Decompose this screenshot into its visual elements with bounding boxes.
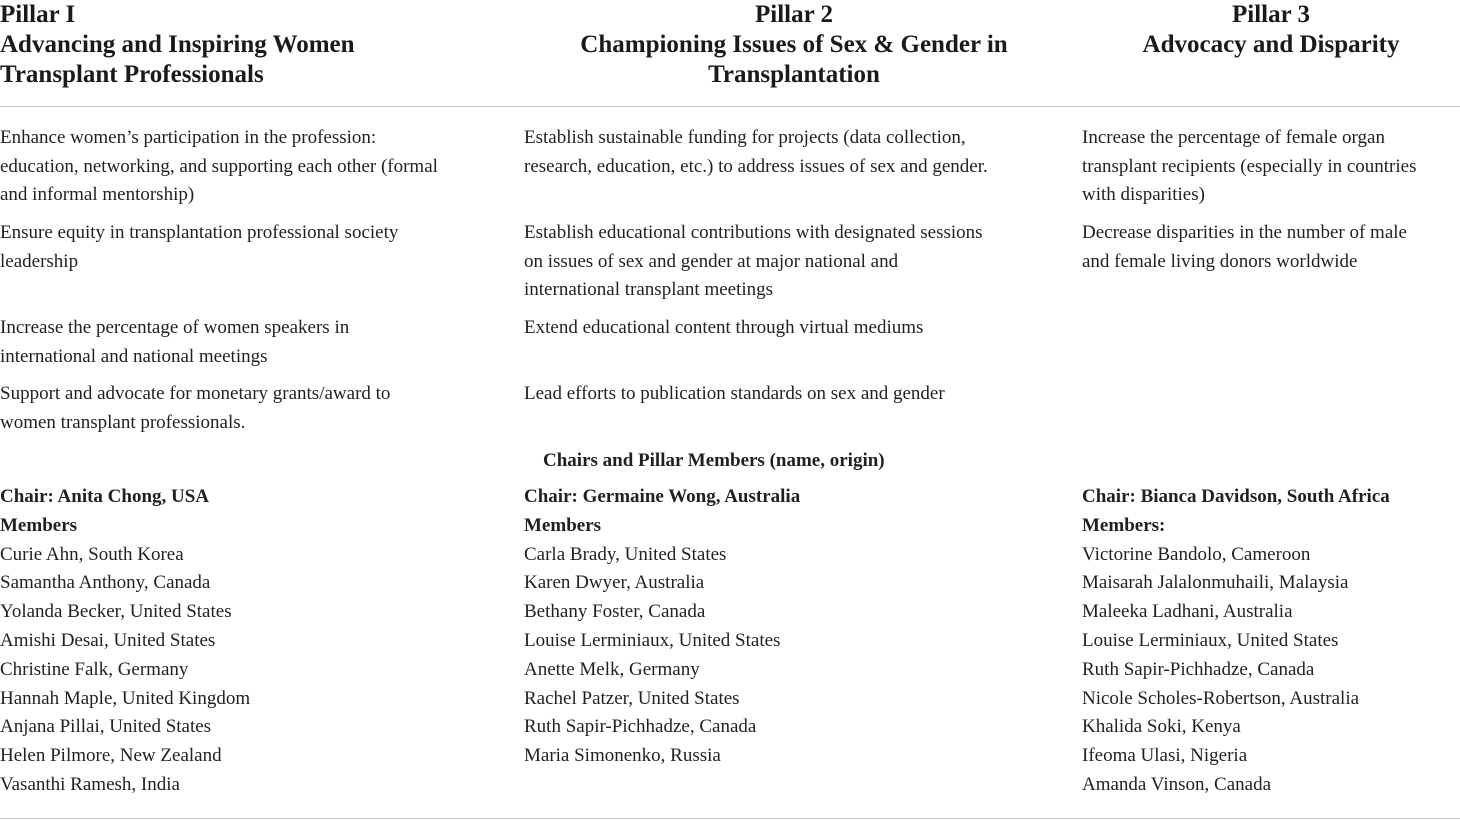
goal-line: international and national meetings [0, 345, 268, 367]
pillar-2-title-line: Transplantation [708, 61, 880, 88]
header-divider [0, 106, 1460, 107]
goal-line: Establish sustainable funding for projects (data collection, [524, 127, 966, 148]
pillar-1-goal [0, 380, 390, 437]
member-name: Samantha Anthony, Canada [0, 572, 211, 594]
chair-name: Chair: Germaine Wong, Australia [524, 486, 801, 507]
member-name: Bethany Foster, Canada [524, 601, 706, 623]
member-name: Nicole Scholes-Robertson, Australia [1082, 687, 1360, 709]
pillar-2-title-line: Championing Issues of Sex & Gender in [580, 31, 1008, 58]
pillar-2-goal [524, 124, 988, 181]
pillar-3-header [1082, 0, 1460, 60]
member-name: Louise Lerminiaux, United States [524, 629, 781, 651]
goal-line: and informal mentorship) [0, 184, 195, 206]
pillar-2-goal [524, 380, 945, 409]
pillar-1-goal [0, 124, 438, 210]
pillar-1-goal [0, 314, 349, 371]
goal-line: research, education, etc.) to address issues of sex and gender. [524, 155, 988, 177]
pillar-1-goal [0, 219, 398, 276]
members-label: Members [0, 514, 78, 536]
goal-line: Lead efforts to publication standards on sex and gender [524, 383, 945, 404]
member-name: Helen Pilmore, New Zealand [0, 745, 222, 767]
pillar-3-goal [1082, 219, 1407, 276]
members-label: Members: [1082, 514, 1166, 536]
goal-line: Enhance women’s participation in the profession: [0, 127, 377, 148]
table-bottom-rule [0, 818, 1460, 819]
pillar-1-title-line: Transplant Professionals [0, 61, 264, 88]
pillar-2-label: Pillar 2 [754, 1, 833, 28]
member-name: Christine Falk, Germany [0, 658, 189, 680]
member-name: Carla Brady, United States [524, 543, 727, 565]
goal-line: with disparities) [1082, 184, 1205, 206]
member-name: Anjana Pillai, United States [0, 716, 212, 738]
goal-line: Ensure equity in transplantation professional society [0, 222, 399, 243]
pillar-2-goal [524, 219, 983, 305]
member-name: Hannah Maple, United Kingdom [0, 687, 251, 709]
goal-line: and female living donors worldwide [1082, 250, 1358, 272]
member-name: Maleeka Ladhani, Australia [1082, 601, 1293, 623]
goal-line: transplant recipients (especially in countries [1082, 155, 1417, 177]
pillar-3-label: Pillar 3 [1231, 1, 1310, 28]
pillar-1-label: Pillar I [0, 1, 76, 28]
chair-name: Chair: Bianca Davidson, South Africa [1082, 486, 1390, 507]
goal-line: international transplant meetings [524, 279, 774, 301]
member-name: Anette Melk, Germany [524, 658, 700, 680]
pillar-2-goal [524, 314, 923, 343]
goal-line: Decrease disparities in the number of male [1082, 222, 1407, 243]
member-name: Khalida Soki, Kenya [1082, 716, 1241, 738]
member-name: Ruth Sapir-Pichhadze, Canada [524, 716, 757, 738]
goal-line: Extend educational content through virtual mediums [524, 317, 924, 338]
pillar-2-members [524, 483, 800, 771]
goal-line: on issues of sex and gender at major national and [524, 250, 899, 272]
member-name: Maria Simonenko, Russia [524, 745, 721, 767]
member-name: Curie Ahn, South Korea [0, 543, 184, 565]
member-name: Louise Lerminiaux, United States [1082, 629, 1339, 651]
member-name: Yolanda Becker, United States [0, 601, 232, 623]
goal-line: Support and advocate for monetary grants/award to [0, 383, 391, 404]
member-name: Amanda Vinson, Canada [1082, 773, 1271, 795]
pillar-1-title-line: Advancing and Inspiring Women [0, 31, 355, 58]
chair-name: Chair: Anita Chong, USA [0, 486, 210, 507]
member-name: Ifeoma Ulasi, Nigeria [1082, 745, 1248, 767]
pillar-3-title-line: Advocacy and Disparity [1142, 31, 1400, 58]
goal-line: Establish educational contributions with designated sessions [524, 222, 983, 243]
pillar-1-members [0, 483, 250, 800]
members-label: Members [524, 514, 602, 536]
goal-line: Increase the percentage of female organ [1082, 127, 1385, 148]
member-name: Ruth Sapir-Pichhadze, Canada [1082, 658, 1315, 680]
goal-line: education, networking, and supporting each other (formal [0, 155, 438, 177]
pillar-3-members [1082, 483, 1390, 800]
member-name: Amishi Desai, United States [0, 629, 216, 651]
member-name: Rachel Patzer, United States [524, 687, 740, 709]
goal-line: leadership [0, 250, 79, 272]
member-name: Victorine Bandolo, Cameroon [1082, 543, 1311, 565]
goal-line: women transplant professionals. [0, 411, 246, 433]
pillar-2-header [524, 0, 1064, 90]
member-name: Vasanthi Ramesh, India [0, 773, 180, 795]
member-name: Karen Dwyer, Australia [524, 572, 705, 594]
member-name: Maisarah Jalalonmuhaili, Malaysia [1082, 572, 1349, 594]
pillar-1-header [0, 0, 500, 90]
pillar-3-goal [1082, 124, 1417, 210]
goal-line: Increase the percentage of women speakers in [0, 317, 350, 338]
members-heading: Chairs and Pillar Members (name, origin) [543, 450, 885, 471]
